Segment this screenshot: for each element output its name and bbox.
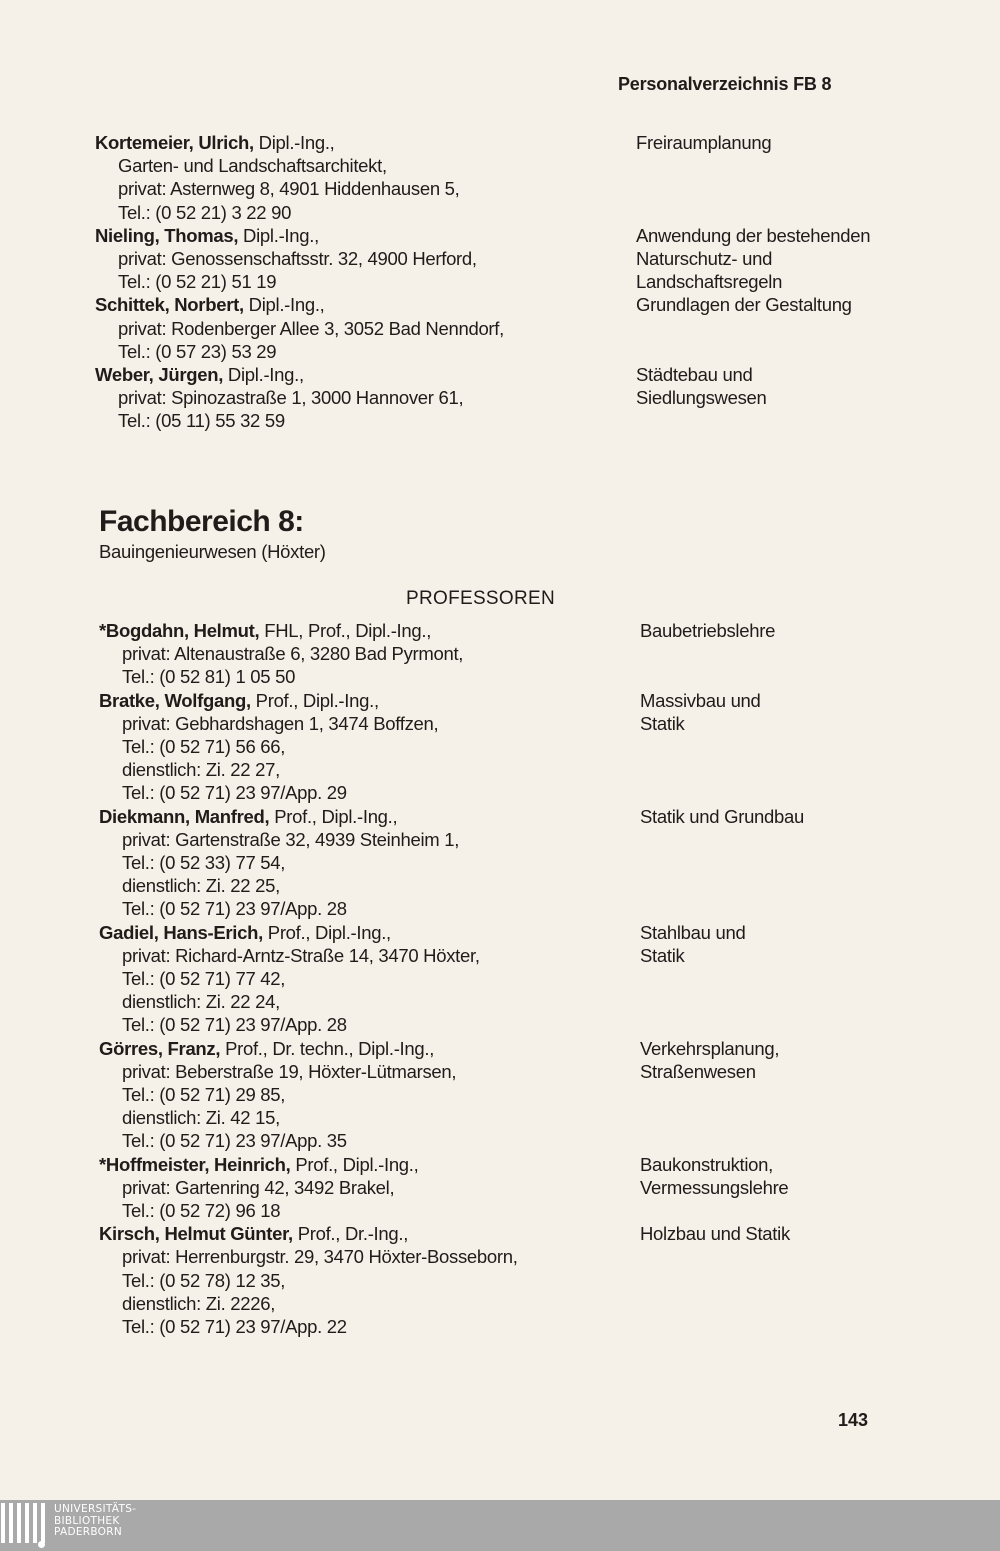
person-name: Nieling, Thomas, bbox=[95, 224, 239, 246]
subject-area bbox=[636, 293, 936, 316]
entry-detail-line: dienstlich: Zi. 22 25, bbox=[122, 875, 280, 897]
entry-details bbox=[95, 224, 615, 294]
entry-name-line bbox=[99, 689, 619, 712]
section-subtitle: Bauingenieurwesen (Höxter) bbox=[99, 541, 326, 562]
person-title: Prof., Dipl.-Ing., bbox=[290, 1153, 419, 1175]
entry-detail-line: Tel.: (0 52 81) 1 05 50 bbox=[122, 666, 296, 688]
person-title: Dipl.-Ing., bbox=[238, 224, 319, 246]
subject-line: Siedlungswesen bbox=[636, 387, 767, 409]
entry-detail-line: Tel.: (0 52 71) 23 97/App. 35 bbox=[122, 1130, 347, 1152]
entry-detail-line: Tel.: (0 52 21) 3 22 90 bbox=[118, 201, 292, 223]
person-title: Dipl.-Ing., bbox=[223, 364, 304, 386]
subject-line: Verkehrsplanung, bbox=[640, 1037, 780, 1059]
entry-details bbox=[99, 1037, 619, 1153]
entry-detail-line: privat: Gartenring 42, 3492 Brakel, bbox=[122, 1176, 395, 1198]
entry-name-line bbox=[95, 293, 615, 316]
subject-area bbox=[636, 363, 936, 409]
entry-details bbox=[99, 805, 619, 921]
subject-line: Statik und Grundbau bbox=[640, 805, 804, 827]
entry-detail-line: privat: Beberstraße 19, Höxter-Lütmarsen, bbox=[122, 1060, 457, 1082]
entry-name-line bbox=[95, 224, 615, 247]
person-name: *Hoffmeister, Heinrich, bbox=[99, 1153, 291, 1175]
person-title: Prof., Dipl.-Ing., bbox=[250, 689, 379, 711]
entry-details bbox=[95, 293, 615, 363]
entry-detail-line: privat: Rodenberger Allee 3, 3052 Bad Nenndorf, bbox=[118, 317, 504, 339]
person-name: Kirsch, Helmut Günter, bbox=[99, 1223, 293, 1245]
entry-detail-line: Tel.: (0 52 71) 77 42, bbox=[122, 968, 286, 990]
entry-detail-line: privat: Genossenschaftsstr. 32, 4900 Herford, bbox=[118, 248, 477, 270]
entry-detail-line: dienstlich: Zi. 22 24, bbox=[122, 991, 280, 1013]
person-title: Prof., Dr. techn., Dipl.-Ing., bbox=[220, 1037, 435, 1059]
subject-line: Statik bbox=[640, 712, 685, 734]
subject-area bbox=[636, 224, 936, 294]
person-title: Dipl.-Ing., bbox=[243, 294, 325, 316]
subject-area bbox=[640, 1037, 940, 1083]
entry-detail-line: privat: Gartenstraße 32, 4939 Steinheim 1, bbox=[122, 828, 460, 850]
subject-line: Baukonstruktion, bbox=[640, 1153, 774, 1175]
subject-line: Städtebau und bbox=[636, 364, 753, 386]
entry-detail-line: Tel.: (0 52 71) 29 85, bbox=[122, 1084, 286, 1106]
entry-detail-line: dienstlich: Zi. 42 15, bbox=[122, 1107, 280, 1129]
staff-entry bbox=[99, 1037, 979, 1153]
entry-detail-line: Tel.: (0 52 33) 77 54, bbox=[122, 852, 286, 874]
logo-line: BIBLIOTHEK bbox=[54, 1514, 120, 1527]
entry-detail-line: Tel.: (0 57 23) 53 29 bbox=[118, 340, 277, 362]
subject-line: Stahlbau und bbox=[640, 921, 746, 943]
entry-detail-line: Tel.: (05 11) 55 32 59 bbox=[118, 410, 285, 432]
entry-name-line bbox=[99, 1153, 619, 1176]
staff-entry bbox=[99, 805, 979, 921]
subject-area bbox=[636, 131, 936, 154]
person-name: Bratke, Wolfgang, bbox=[99, 689, 251, 711]
entry-name-line bbox=[95, 363, 615, 386]
subject-line: Holzbau und Statik bbox=[640, 1223, 790, 1245]
subject-line: Baubetriebslehre bbox=[640, 620, 776, 641]
entry-detail-line: Tel.: (0 52 71) 23 97/App. 22 bbox=[122, 1316, 347, 1338]
entry-detail-line: Tel.: (0 52 21) 51 19 bbox=[118, 271, 277, 293]
subject-line: Anwendung der bestehenden bbox=[636, 224, 871, 246]
subject-line: Freiraumplanung bbox=[636, 132, 772, 153]
entry-details bbox=[95, 131, 615, 224]
person-name: *Bogdahn, Helmut, bbox=[99, 620, 260, 641]
entry-detail-line: Tel.: (0 52 71) 23 97/App. 28 bbox=[122, 1014, 347, 1036]
entry-detail-line: privat: Altenaustraße 6, 3280 Bad Pyrmont, bbox=[122, 643, 464, 665]
entry-detail-line: Tel.: (0 52 71) 23 97/App. 29 bbox=[122, 782, 347, 804]
entry-detail-line: privat: Spinozastraße 1, 3000 Hannover 61, bbox=[118, 387, 464, 409]
running-header: Personalverzeichnis FB 8 bbox=[618, 74, 832, 94]
entry-detail-line: Tel.: (0 52 72) 96 18 bbox=[122, 1200, 281, 1222]
subject-area bbox=[640, 689, 940, 735]
staff-entry bbox=[99, 619, 979, 689]
subject-area bbox=[640, 805, 940, 828]
entry-detail-line: privat: Herrenburgstr. 29, 3470 Höxter-Bosseborn, bbox=[122, 1246, 518, 1268]
logo-dot-icon bbox=[38, 1541, 45, 1548]
staff-entry bbox=[95, 224, 975, 294]
entry-detail-line: privat: Asternweg 8, 4901 Hiddenhausen 5, bbox=[118, 178, 460, 200]
person-title: Prof., Dr.-Ing., bbox=[292, 1223, 409, 1245]
subject-line: Straßenwesen bbox=[640, 1060, 756, 1082]
staff-list-top bbox=[95, 131, 975, 433]
staff-entry bbox=[99, 921, 979, 1037]
subject-area bbox=[640, 1153, 940, 1199]
staff-entry bbox=[95, 293, 975, 363]
person-title: FHL, Prof., Dipl.-Ing., bbox=[259, 620, 432, 641]
entry-name-line bbox=[99, 619, 619, 642]
entry-name-line bbox=[99, 1037, 619, 1060]
person-name: Weber, Jürgen, bbox=[95, 364, 224, 386]
person-title: Dipl.-Ing., bbox=[253, 132, 335, 153]
entry-detail-line: privat: Richard-Arntz-Straße 14, 3470 Höxter, bbox=[122, 944, 480, 966]
subject-line: Naturschutz- und bbox=[636, 248, 773, 270]
professor-list bbox=[99, 619, 979, 1338]
logo-line: PADERBORN bbox=[54, 1526, 122, 1538]
person-title: Prof., Dipl.-Ing., bbox=[262, 921, 391, 943]
entry-detail-line: Tel.: (0 52 78) 12 35, bbox=[122, 1269, 286, 1291]
person-name: Schittek, Norbert, bbox=[95, 294, 244, 316]
staff-entry bbox=[95, 363, 975, 433]
entry-details bbox=[99, 619, 619, 689]
entry-name-line bbox=[99, 921, 619, 944]
entry-detail-line: Tel.: (0 52 71) 56 66, bbox=[122, 736, 286, 758]
subject-line: Massivbau und bbox=[640, 689, 761, 711]
person-name: Görres, Franz, bbox=[99, 1037, 221, 1059]
entry-details bbox=[99, 689, 619, 805]
staff-entry bbox=[95, 131, 975, 224]
subject-line: Grundlagen der Gestaltung bbox=[636, 294, 852, 316]
staff-entry bbox=[99, 689, 979, 805]
logo-line: UNIVERSITÄTS- bbox=[54, 1503, 137, 1515]
entry-detail-line: dienstlich: Zi. 22 27, bbox=[122, 759, 280, 781]
section-title: Fachbereich 8: bbox=[99, 505, 304, 538]
subject-line: Vermessungslehre bbox=[640, 1176, 789, 1198]
library-footer-bar bbox=[0, 1500, 1000, 1551]
entry-detail-line: Tel.: (0 52 71) 23 97/App. 28 bbox=[122, 898, 347, 920]
person-name: Diekmann, Manfred, bbox=[99, 805, 270, 827]
entry-name-line bbox=[99, 1222, 619, 1245]
library-logo-text bbox=[54, 1504, 136, 1539]
entry-name-line bbox=[99, 805, 619, 828]
group-heading: PROFESSOREN bbox=[406, 588, 555, 609]
subject-line: Statik bbox=[640, 944, 685, 966]
entry-details bbox=[95, 363, 615, 433]
entry-details bbox=[99, 921, 619, 1037]
entry-details bbox=[99, 1153, 619, 1223]
subject-line: Landschaftsregeln bbox=[636, 271, 783, 293]
subject-area bbox=[640, 921, 940, 967]
person-name: Gadiel, Hans-Erich, bbox=[99, 921, 263, 943]
staff-entry bbox=[99, 1222, 979, 1338]
entry-detail-line: dienstlich: Zi. 2226, bbox=[122, 1292, 276, 1314]
page-number: 143 bbox=[838, 1410, 869, 1430]
entry-details bbox=[99, 1222, 619, 1338]
staff-entry bbox=[99, 1153, 979, 1223]
person-title: Prof., Dipl.-Ing., bbox=[269, 805, 398, 827]
entry-detail-line: Garten- und Landschaftsarchitekt, bbox=[118, 155, 387, 177]
entry-name-line bbox=[95, 131, 615, 154]
subject-area bbox=[640, 1222, 940, 1245]
entry-detail-line: privat: Gebhardshagen 1, 3474 Boffzen, bbox=[122, 712, 439, 734]
subject-area bbox=[640, 619, 940, 642]
person-name: Kortemeier, Ulrich, bbox=[95, 132, 254, 153]
